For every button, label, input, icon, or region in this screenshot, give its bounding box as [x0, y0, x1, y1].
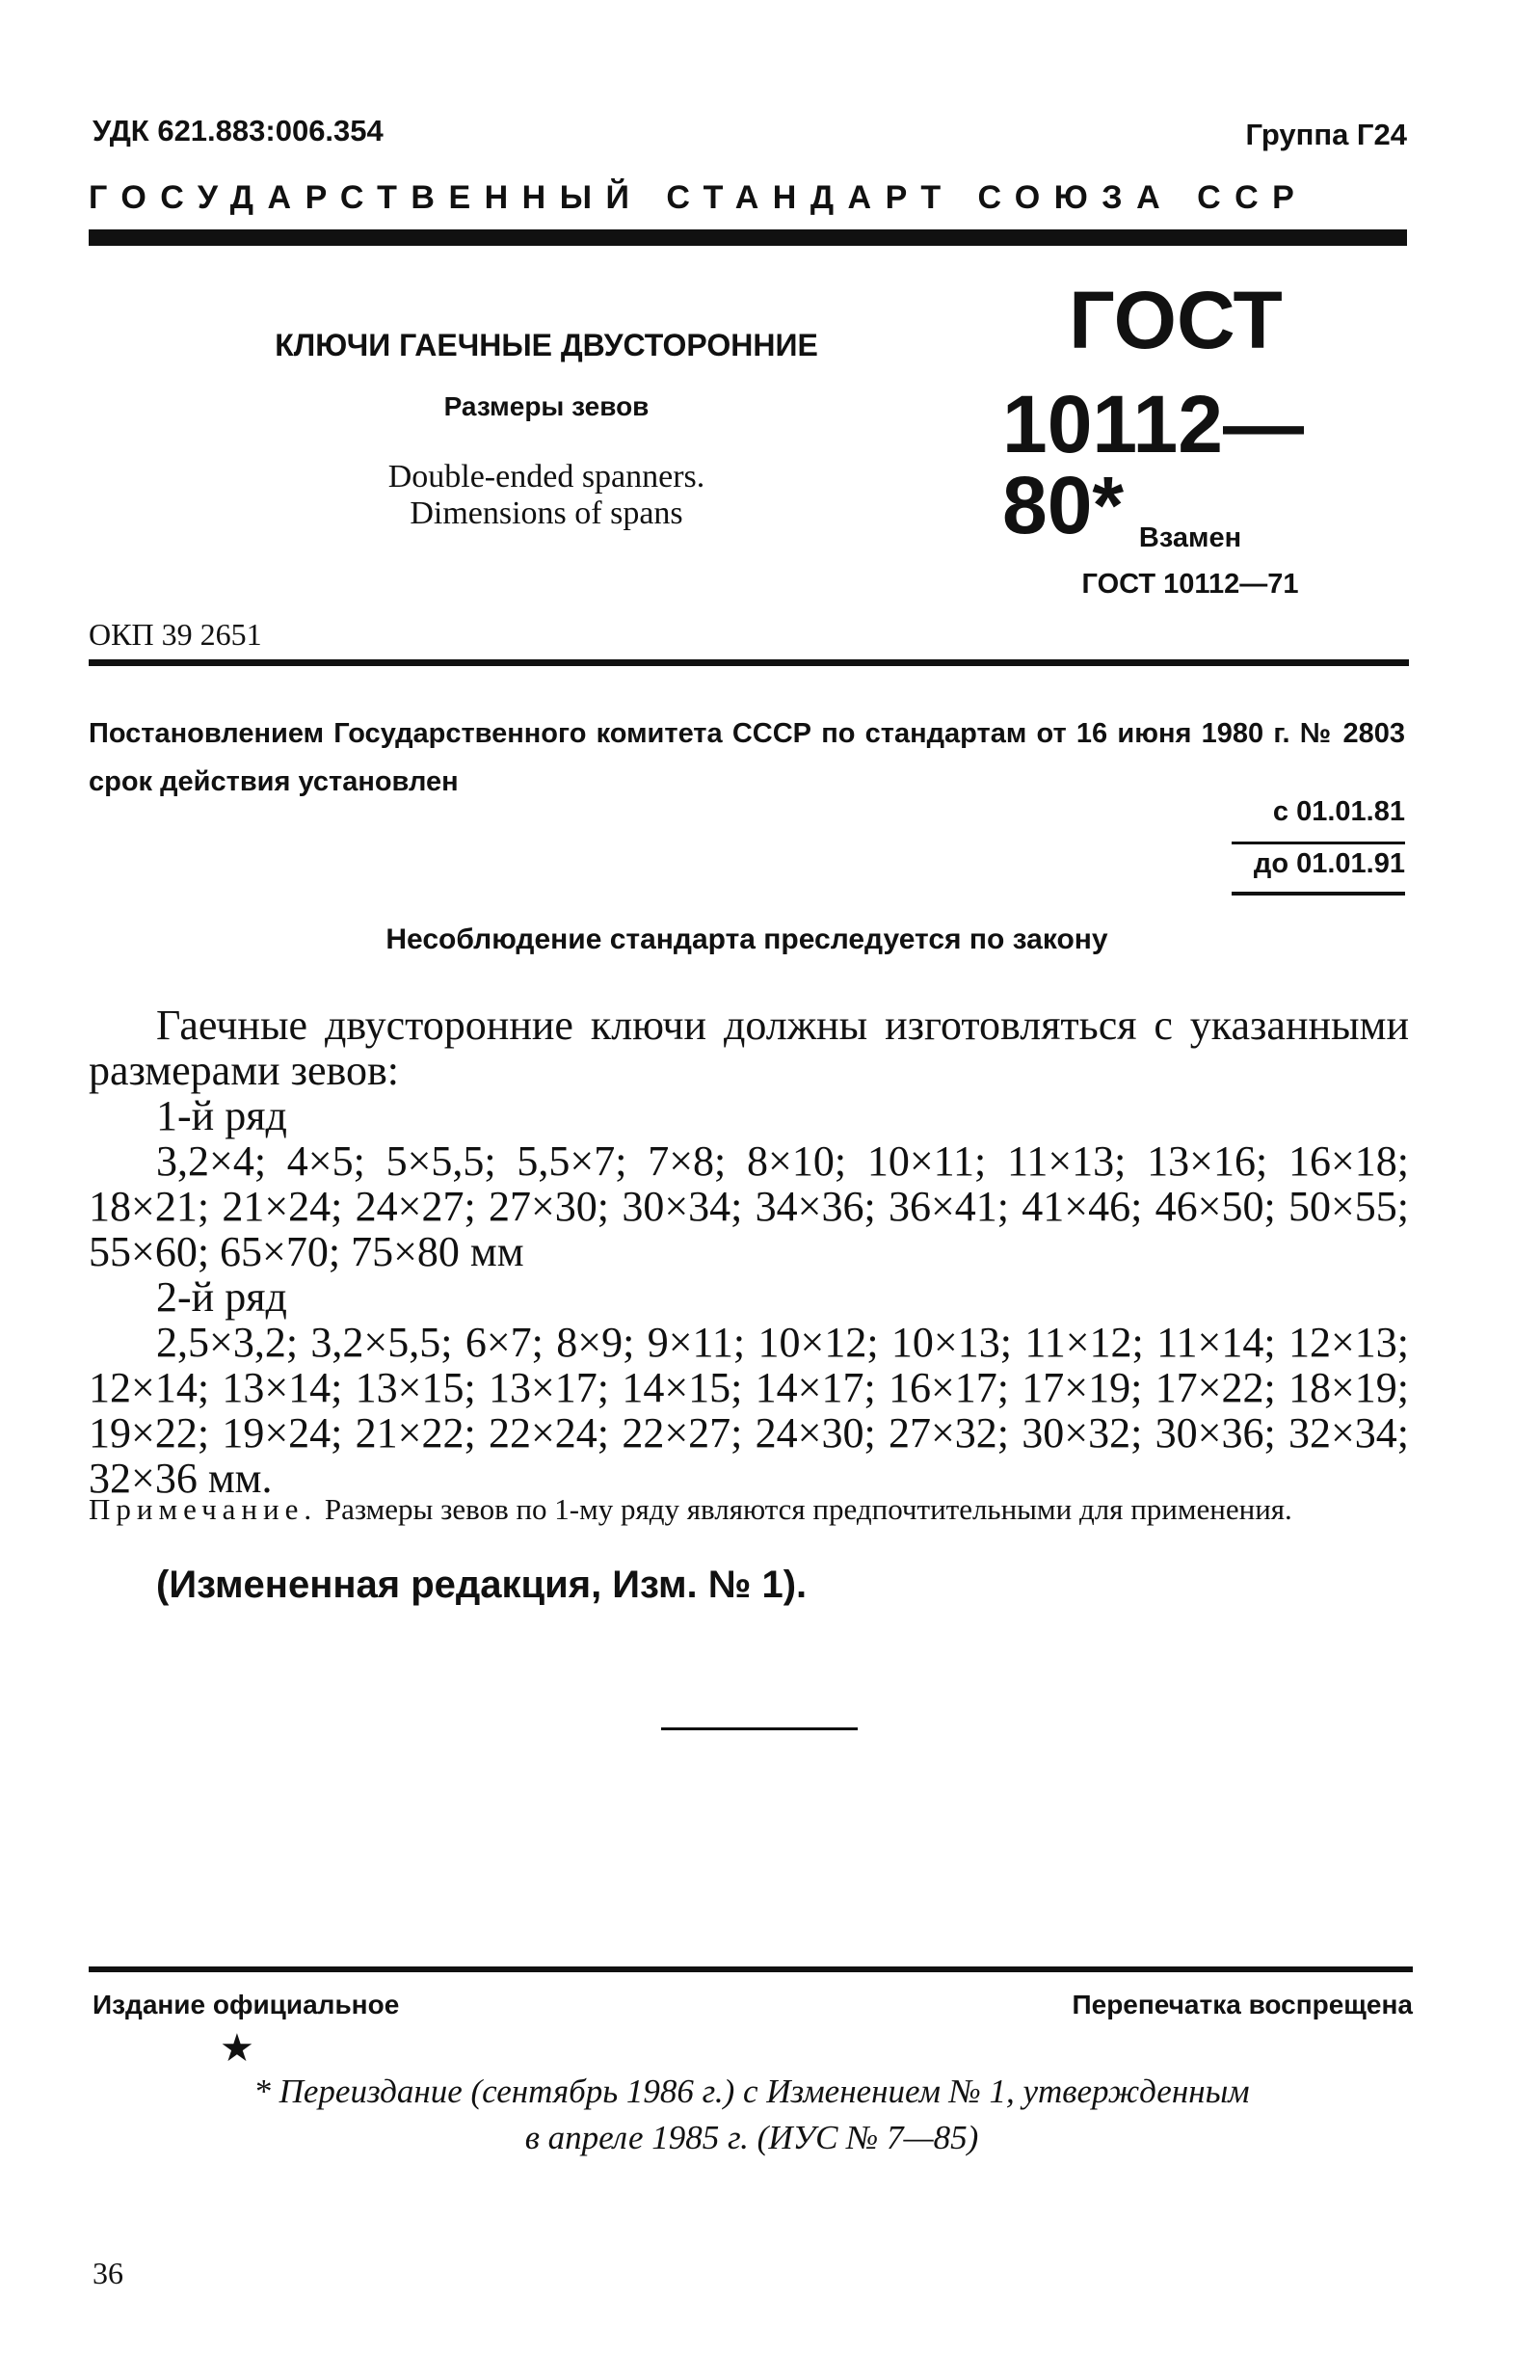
document-subtitle: Размеры зевов — [443, 391, 650, 421]
intro-paragraph: Гаечные двусторонние ключи должны изготовляться с указанными размерами зевов: — [89, 1002, 1409, 1094]
group-code: Группа Г24 — [1245, 118, 1407, 151]
page-number: 36 — [93, 2256, 123, 2290]
okp-code: ОКП 39 2651 — [89, 617, 262, 652]
footer-rule — [89, 1966, 1413, 1972]
decree-text: Постановлением Государственного комитета СССР по стандартам от 16 июня 1980 г. № 2803 срок действия установлен — [89, 718, 1405, 797]
standard-body — [89, 1003, 1409, 1501]
gost-number: 10112—80* — [1002, 379, 1304, 550]
row-1-label: 1-й ряд — [156, 1092, 287, 1139]
valid-from-underline — [1232, 842, 1405, 844]
reprint-prohibited-label: Перепечатка воспрещена — [1072, 1990, 1413, 2019]
row-2-sizes — [89, 1320, 1409, 1501]
replaces-label: Взамен — [1138, 522, 1242, 553]
row-2-sizes-text: 2,5×3,2; 3,2×5,5; 6×7; 8×9; 9×11; 10×12; 10×13; 11×12; 11×14; 12×13; 12×14; 13×14; 13×15; 13×17; 14×15; 14×17; 16×17; 17×19; 17×22; 18×19; 19×22; 19×24; 21×22; 22×24; 22×27; 24×30; 27×32; 30×32; 30×36; 32×34; 32×36 мм. — [89, 1319, 1409, 1502]
row-2-label: 2-й ряд — [156, 1273, 287, 1321]
document-title: КЛЮЧИ ГАЕЧНЫЕ ДВУСТОРОННИЕ — [275, 328, 818, 362]
valid-to-underline — [1232, 892, 1405, 896]
title-block-rule — [89, 659, 1409, 666]
english-title-line-1: Double-ended spanners. — [387, 459, 705, 495]
replaces-document: ГОСТ 10112—71 — [1081, 569, 1299, 600]
note-text: Размеры зевов по 1-му ряду являются предпочтительными для применения. — [324, 1492, 1292, 1526]
legal-warning: Несоблюдение стандарта преследуется по закону — [385, 923, 1108, 955]
english-title-line-2: Dimensions of spans — [410, 495, 683, 531]
header-rule — [89, 229, 1407, 246]
english-title — [258, 459, 835, 532]
gost-label: ГОСТ — [1069, 275, 1283, 365]
row-1-sizes — [89, 1138, 1409, 1274]
note-label: Примечание. — [89, 1492, 318, 1526]
reissue-note — [173, 2069, 1330, 2161]
row-1-sizes-text: 3,2×4; 4×5; 5×5,5; 5,5×7; 7×8; 8×10; 10×11; 11×13; 13×16; 16×18; 18×21; 21×24; 24×27; 27×30; 30×34; 34×36; 36×41; 41×46; 46×50; 50×55; 55×60; 65×70; 75×80 мм — [89, 1137, 1409, 1275]
valid-from-date: с 01.01.81 — [1272, 796, 1405, 827]
reissue-line-2: в апреле 1985 г. (ИУС № 7—85) — [524, 2119, 979, 2156]
valid-to-date: до 01.01.91 — [1253, 848, 1405, 879]
official-edition-label: Издание официальное — [93, 1990, 400, 2019]
reissue-line-1: * Переиздание (сентябрь 1986 г.) с Изменением № 1, утвержденным — [253, 2072, 1250, 2110]
udc-code: УДК 621.883:006.354 — [93, 114, 384, 147]
star-icon: ★ — [220, 2026, 254, 2071]
amendment-note: (Измененная редакция, Изм. № 1). — [156, 1564, 808, 1606]
note — [89, 1492, 1413, 1527]
state-standard-banner: ГОСУДАРСТВЕННЫЙ СТАНДАРТ СОЮЗА ССР — [89, 179, 1309, 216]
section-end-rule — [661, 1727, 858, 1730]
